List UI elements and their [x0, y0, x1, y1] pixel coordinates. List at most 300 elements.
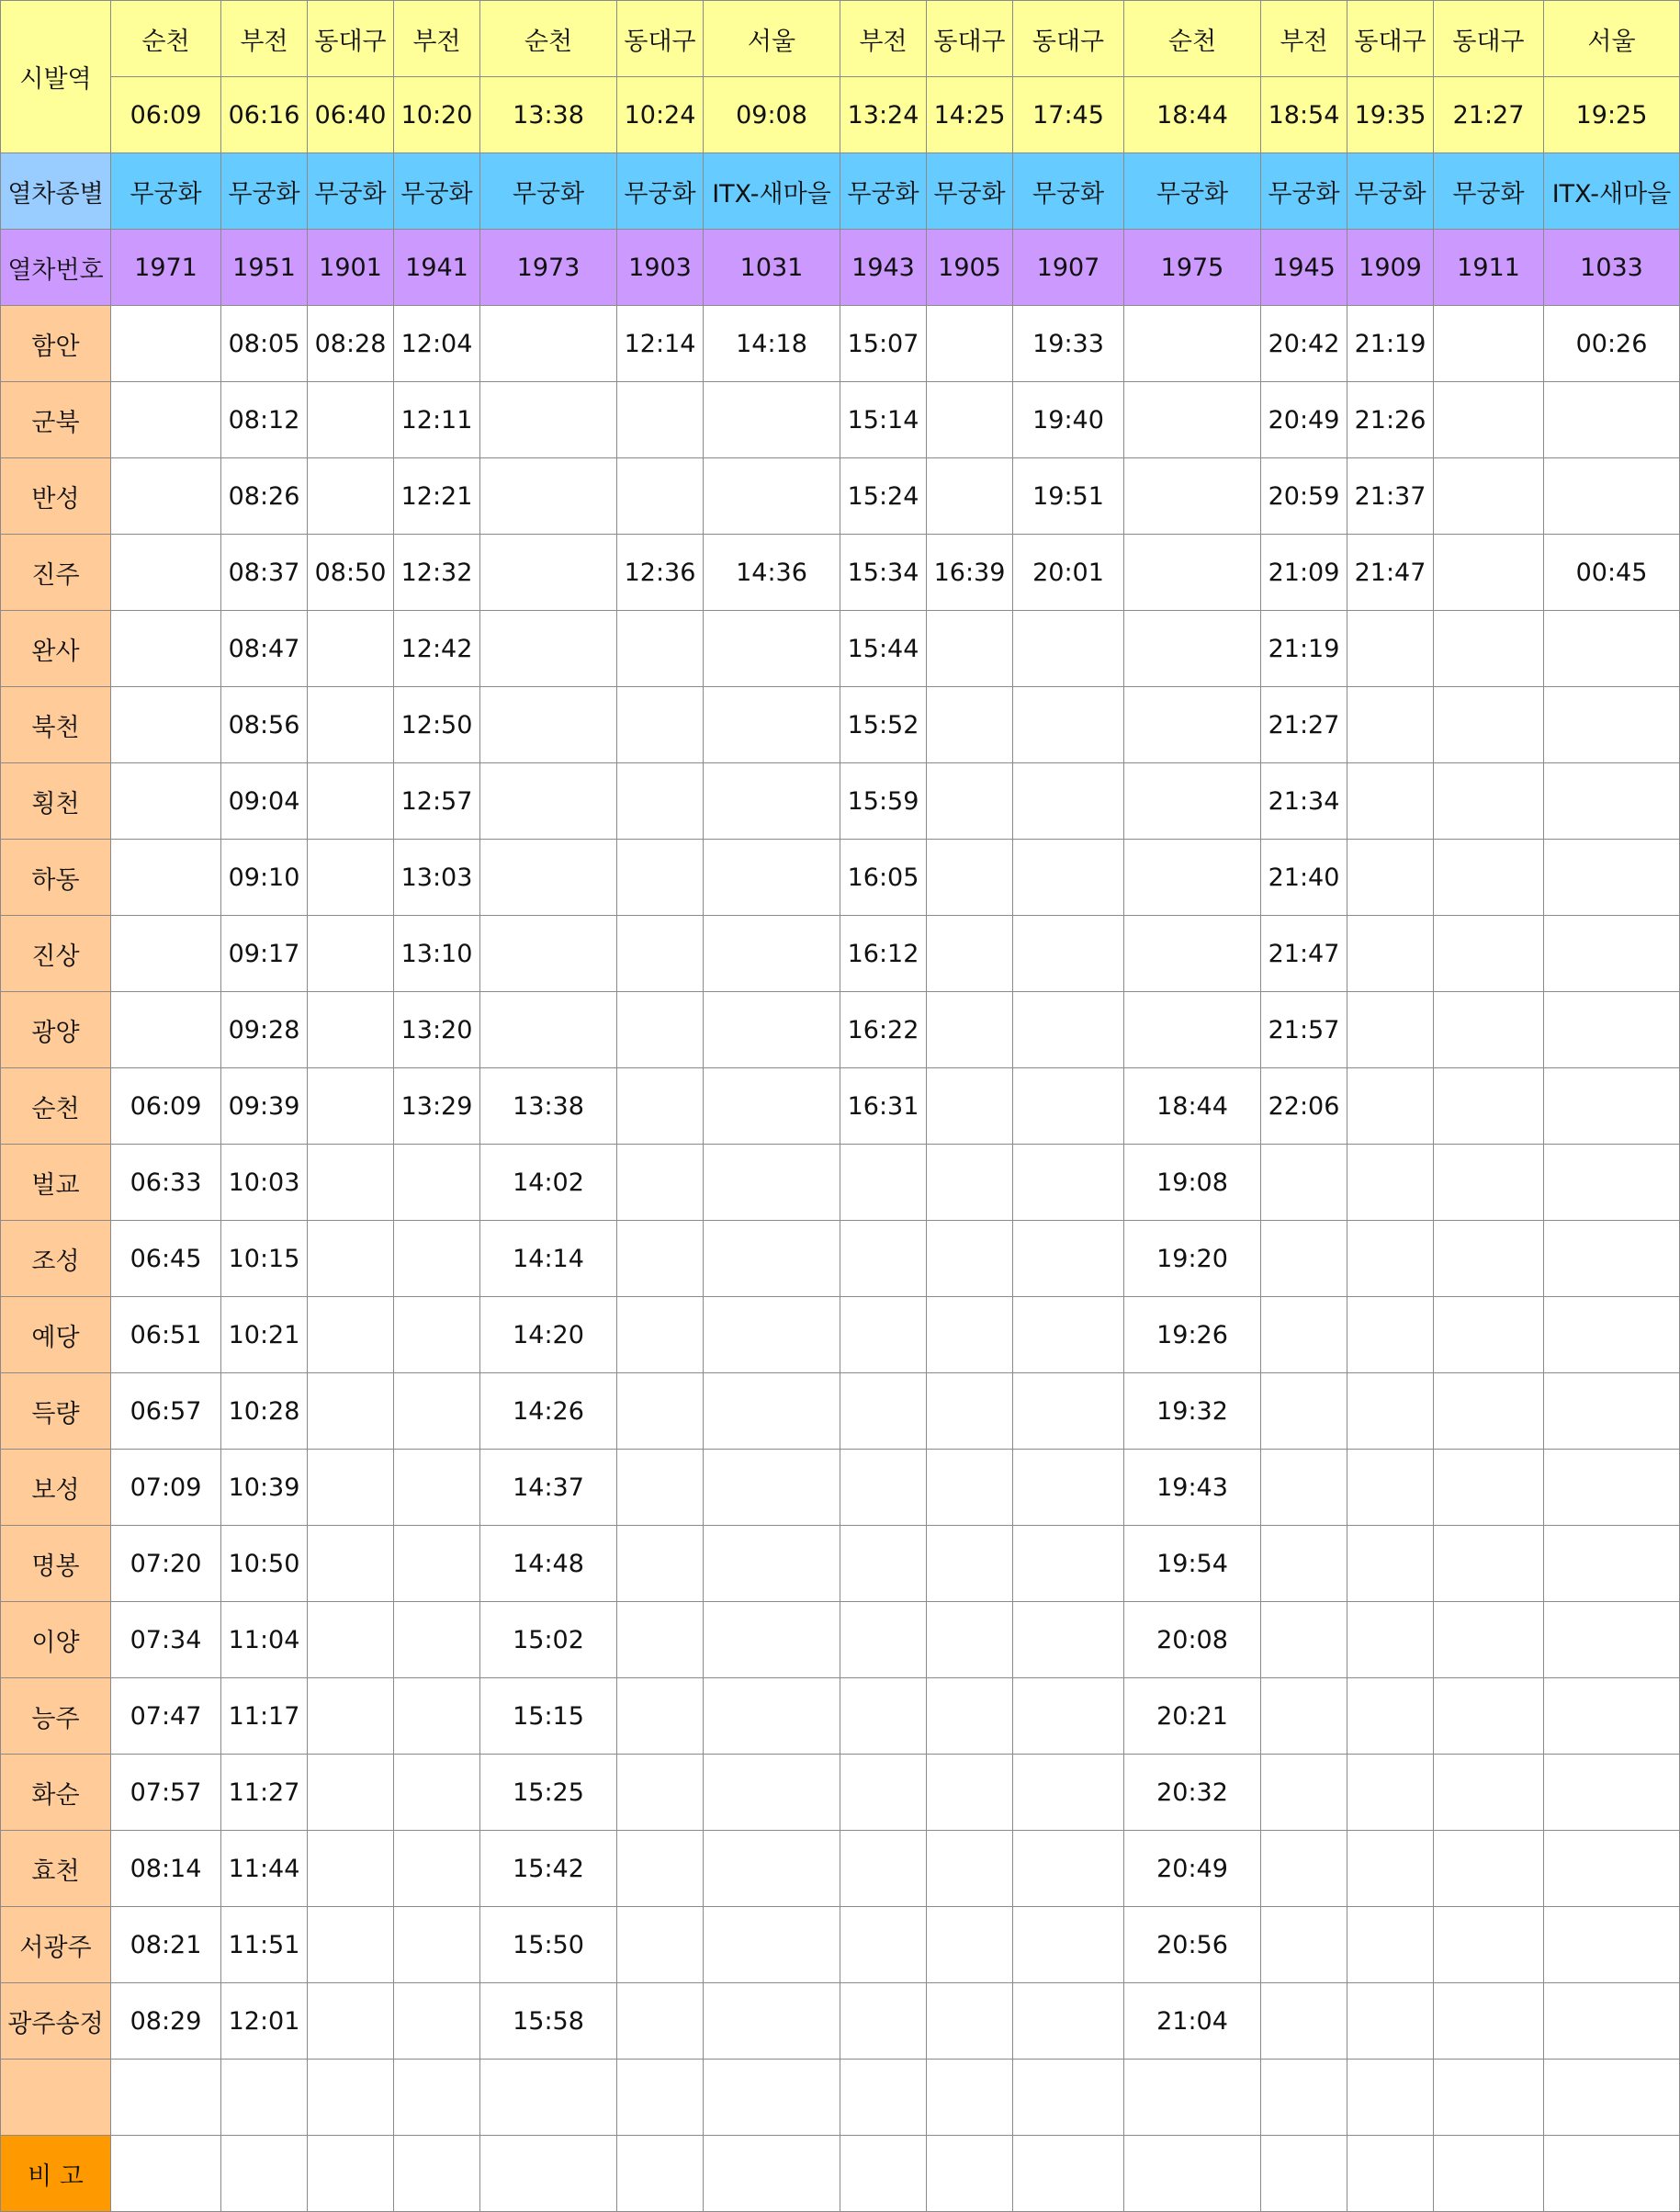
station-row	[1, 1068, 1680, 1145]
station-row	[1, 687, 1680, 763]
time-cell	[394, 1373, 480, 1450]
origin-departure-cell: 06:40	[308, 77, 394, 153]
origin-departure-cell: 13:24	[840, 77, 927, 153]
time-cell	[111, 535, 221, 611]
time-cell	[111, 840, 221, 916]
time-cell: 08:05	[221, 306, 308, 382]
time-cell: 14:36	[704, 535, 840, 611]
time-cell: 12:11	[394, 382, 480, 458]
time-cell	[1434, 1068, 1544, 1145]
time-cell	[704, 687, 840, 763]
station-name-cell: 횡천	[1, 763, 111, 840]
time-cell	[840, 1831, 927, 1907]
station-name-cell: 진상	[1, 916, 111, 992]
time-cell	[1013, 611, 1124, 687]
time-cell	[1544, 1983, 1680, 2060]
time-cell	[1544, 1602, 1680, 1678]
time-cell	[308, 840, 394, 916]
train-number-cell: 1941	[394, 230, 480, 306]
time-cell	[1013, 916, 1124, 992]
time-cell	[1261, 1373, 1347, 1450]
time-cell	[394, 1678, 480, 1755]
time-cell	[840, 1602, 927, 1678]
time-cell	[1013, 1526, 1124, 1602]
time-cell: 09:39	[221, 1068, 308, 1145]
train-number-cell: 1975	[1124, 230, 1261, 306]
time-cell: 12:50	[394, 687, 480, 763]
time-cell	[1347, 1831, 1434, 1907]
time-cell: 14:20	[480, 1297, 617, 1373]
time-cell: 15:07	[840, 306, 927, 382]
time-cell	[1261, 1221, 1347, 1297]
time-cell	[617, 1907, 704, 1983]
time-cell	[1434, 992, 1544, 1068]
time-cell	[840, 1755, 927, 1831]
time-cell: 14:14	[480, 1221, 617, 1297]
time-cell	[1434, 458, 1544, 535]
time-cell	[1124, 458, 1261, 535]
time-cell	[1347, 687, 1434, 763]
time-cell	[111, 2060, 221, 2136]
time-cell: 14:26	[480, 1373, 617, 1450]
time-cell	[1544, 1907, 1680, 1983]
time-cell	[1544, 458, 1680, 535]
time-cell: 14:18	[704, 306, 840, 382]
time-cell: 15:44	[840, 611, 927, 687]
origin-station-cell: 동대구	[927, 1, 1013, 77]
time-cell	[1013, 687, 1124, 763]
remarks-cell	[1261, 2136, 1347, 2212]
time-cell	[840, 1297, 927, 1373]
time-cell: 07:47	[111, 1678, 221, 1755]
time-cell: 21:40	[1261, 840, 1347, 916]
time-cell	[1347, 1297, 1434, 1373]
time-cell	[617, 458, 704, 535]
time-cell: 11:51	[221, 1907, 308, 1983]
time-cell: 19:20	[1124, 1221, 1261, 1297]
time-cell	[704, 1755, 840, 1831]
origin-departure-row	[1, 77, 1680, 153]
time-cell	[111, 306, 221, 382]
time-cell	[308, 916, 394, 992]
origin-departure-cell: 19:35	[1347, 77, 1434, 153]
time-cell: 06:45	[111, 1221, 221, 1297]
time-cell: 08:56	[221, 687, 308, 763]
time-cell: 19:43	[1124, 1450, 1261, 1526]
train-type-cell: ITX-새마을	[1544, 153, 1680, 230]
time-cell	[1013, 2060, 1124, 2136]
train-type-cell: 무궁화	[308, 153, 394, 230]
train-number-cell: 1909	[1347, 230, 1434, 306]
time-cell: 09:04	[221, 763, 308, 840]
time-cell: 07:57	[111, 1755, 221, 1831]
time-cell	[1013, 1831, 1124, 1907]
time-cell: 20:49	[1261, 382, 1347, 458]
time-cell	[1013, 1678, 1124, 1755]
time-cell: 15:25	[480, 1755, 617, 1831]
origin-departure-cell: 13:38	[480, 77, 617, 153]
time-cell	[617, 1373, 704, 1450]
time-cell	[927, 2060, 1013, 2136]
origin-station-cell: 동대구	[617, 1, 704, 77]
time-cell	[1544, 1831, 1680, 1907]
time-cell	[1434, 2060, 1544, 2136]
time-cell: 12:01	[221, 1983, 308, 2060]
time-cell: 08:29	[111, 1983, 221, 2060]
time-cell	[221, 2060, 308, 2136]
time-cell	[1261, 1297, 1347, 1373]
time-cell	[394, 1831, 480, 1907]
time-cell	[927, 1831, 1013, 1907]
time-cell	[927, 1297, 1013, 1373]
time-cell	[480, 763, 617, 840]
time-cell: 16:39	[927, 535, 1013, 611]
time-cell	[617, 611, 704, 687]
station-row	[1, 535, 1680, 611]
time-cell	[1347, 1602, 1434, 1678]
remarks-cell	[840, 2136, 927, 2212]
remarks-cell	[1347, 2136, 1434, 2212]
time-cell	[1347, 1145, 1434, 1221]
time-cell: 09:28	[221, 992, 308, 1068]
time-cell	[111, 458, 221, 535]
time-cell	[111, 382, 221, 458]
time-cell: 09:17	[221, 916, 308, 992]
time-cell	[394, 1907, 480, 1983]
time-cell: 13:03	[394, 840, 480, 916]
time-cell: 21:19	[1261, 611, 1347, 687]
time-cell	[1434, 763, 1544, 840]
time-cell	[1544, 382, 1680, 458]
remarks-cell	[221, 2136, 308, 2212]
time-cell	[1544, 1678, 1680, 1755]
time-cell	[1544, 840, 1680, 916]
time-cell: 11:27	[221, 1755, 308, 1831]
origin-departure-cell: 06:16	[221, 77, 308, 153]
time-cell: 13:10	[394, 916, 480, 992]
remarks-cell	[111, 2136, 221, 2212]
time-cell	[617, 840, 704, 916]
time-cell	[1347, 1373, 1434, 1450]
station-name-cell: 능주	[1, 1678, 111, 1755]
time-cell	[704, 611, 840, 687]
station-name-cell: 조성	[1, 1221, 111, 1297]
time-cell: 10:39	[221, 1450, 308, 1526]
time-cell: 14:48	[480, 1526, 617, 1602]
time-cell: 08:50	[308, 535, 394, 611]
time-cell	[480, 535, 617, 611]
time-cell: 21:04	[1124, 1983, 1261, 2060]
time-cell	[840, 2060, 927, 2136]
station-name-cell: 북천	[1, 687, 111, 763]
time-cell: 19:33	[1013, 306, 1124, 382]
remarks-cell	[1013, 2136, 1124, 2212]
time-cell: 18:44	[1124, 1068, 1261, 1145]
remarks-header-label: 비 고	[1, 2136, 111, 2212]
origin-station-cell: 동대구	[1347, 1, 1434, 77]
time-cell: 20:49	[1124, 1831, 1261, 1907]
time-cell: 12:57	[394, 763, 480, 840]
time-cell	[1261, 1831, 1347, 1907]
time-cell: 15:02	[480, 1602, 617, 1678]
time-cell	[704, 1907, 840, 1983]
time-cell	[480, 382, 617, 458]
time-cell	[480, 458, 617, 535]
origin-station-cell: 동대구	[308, 1, 394, 77]
time-cell	[1261, 1450, 1347, 1526]
time-cell: 07:09	[111, 1450, 221, 1526]
station-name-cell: 효천	[1, 1831, 111, 1907]
time-cell: 15:59	[840, 763, 927, 840]
time-cell	[617, 992, 704, 1068]
origin-station-cell: 부전	[394, 1, 480, 77]
origin-departure-cell: 06:09	[111, 77, 221, 153]
time-cell	[927, 382, 1013, 458]
time-cell	[1261, 1678, 1347, 1755]
time-cell: 07:34	[111, 1602, 221, 1678]
time-cell: 08:28	[308, 306, 394, 382]
time-cell	[480, 992, 617, 1068]
time-cell	[394, 1145, 480, 1221]
station-name-cell: 화순	[1, 1755, 111, 1831]
time-cell: 10:03	[221, 1145, 308, 1221]
time-cell: 08:37	[221, 535, 308, 611]
origin-station-cell: 동대구	[1013, 1, 1124, 77]
remarks-cell	[704, 2136, 840, 2212]
station-row	[1, 1450, 1680, 1526]
time-cell	[617, 1983, 704, 2060]
time-cell	[1013, 1907, 1124, 1983]
station-row	[1, 1221, 1680, 1297]
time-cell	[927, 1602, 1013, 1678]
time-cell: 10:28	[221, 1373, 308, 1450]
time-cell: 21:27	[1261, 687, 1347, 763]
time-cell	[308, 1831, 394, 1907]
origin-departure-cell: 19:25	[1544, 77, 1680, 153]
time-cell	[111, 992, 221, 1068]
station-name-cell: 광주송정	[1, 1983, 111, 2060]
time-cell: 06:57	[111, 1373, 221, 1450]
station-row	[1, 1373, 1680, 1450]
time-cell: 11:04	[221, 1602, 308, 1678]
time-cell: 10:21	[221, 1297, 308, 1373]
train-number-cell: 1903	[617, 230, 704, 306]
time-cell	[1434, 1831, 1544, 1907]
time-cell	[1124, 992, 1261, 1068]
time-cell	[308, 1755, 394, 1831]
origin-station-cell: 부전	[840, 1, 927, 77]
station-row	[1, 1755, 1680, 1831]
time-cell	[1013, 1068, 1124, 1145]
time-cell	[927, 1450, 1013, 1526]
time-cell	[617, 1831, 704, 1907]
time-cell	[1261, 1145, 1347, 1221]
time-cell	[1544, 611, 1680, 687]
time-cell	[308, 1450, 394, 1526]
time-cell	[1013, 1373, 1124, 1450]
time-cell	[1347, 2060, 1434, 2136]
time-cell	[704, 2060, 840, 2136]
origin-departure-cell: 18:54	[1261, 77, 1347, 153]
time-cell	[704, 1450, 840, 1526]
time-cell	[617, 1068, 704, 1145]
time-cell	[1124, 382, 1261, 458]
remarks-cell	[1124, 2136, 1261, 2212]
time-cell	[394, 1450, 480, 1526]
origin-station-cell: 동대구	[1434, 1, 1544, 77]
time-cell	[1261, 1526, 1347, 1602]
origin-departure-cell: 10:24	[617, 77, 704, 153]
time-cell	[1434, 1907, 1544, 1983]
station-name-cell: 순천	[1, 1068, 111, 1145]
time-cell	[1544, 1221, 1680, 1297]
time-cell: 12:14	[617, 306, 704, 382]
time-cell: 15:50	[480, 1907, 617, 1983]
time-cell	[1347, 1526, 1434, 1602]
origin-station-cell: 부전	[1261, 1, 1347, 77]
time-cell	[704, 992, 840, 1068]
time-cell	[1013, 1983, 1124, 2060]
train-number-cell: 1905	[927, 230, 1013, 306]
remarks-cell	[1434, 2136, 1544, 2212]
time-cell: 12:42	[394, 611, 480, 687]
time-cell	[308, 1907, 394, 1983]
station-row	[1, 1526, 1680, 1602]
time-cell	[840, 1983, 927, 2060]
time-cell: 19:26	[1124, 1297, 1261, 1373]
time-cell	[927, 687, 1013, 763]
time-cell: 12:36	[617, 535, 704, 611]
time-cell: 06:51	[111, 1297, 221, 1373]
train-type-cell: 무궁화	[1261, 153, 1347, 230]
time-cell	[1261, 2060, 1347, 2136]
time-cell	[1544, 1145, 1680, 1221]
origin-departure-cell: 10:20	[394, 77, 480, 153]
station-name-cell: 보성	[1, 1450, 111, 1526]
time-cell	[840, 1678, 927, 1755]
time-cell	[840, 1373, 927, 1450]
time-cell: 19:32	[1124, 1373, 1261, 1450]
origin-departure-cell: 14:25	[927, 77, 1013, 153]
station-name-cell: 하동	[1, 840, 111, 916]
time-cell: 21:57	[1261, 992, 1347, 1068]
time-cell: 10:15	[221, 1221, 308, 1297]
station-name-cell: 예당	[1, 1297, 111, 1373]
origin-station-cell: 순천	[1124, 1, 1261, 77]
station-row	[1, 306, 1680, 382]
time-cell	[927, 1068, 1013, 1145]
time-cell	[1013, 1145, 1124, 1221]
time-cell	[1434, 1221, 1544, 1297]
time-cell	[1347, 1678, 1434, 1755]
time-cell: 21:37	[1347, 458, 1434, 535]
time-cell	[480, 687, 617, 763]
time-cell	[927, 840, 1013, 916]
time-cell	[617, 1221, 704, 1297]
time-cell	[617, 382, 704, 458]
station-name-cell: 이양	[1, 1602, 111, 1678]
origin-departure-cell: 17:45	[1013, 77, 1124, 153]
time-cell	[308, 687, 394, 763]
time-cell: 09:10	[221, 840, 308, 916]
time-cell	[308, 1297, 394, 1373]
station-name-cell: 군북	[1, 382, 111, 458]
time-cell	[927, 306, 1013, 382]
time-cell: 21:34	[1261, 763, 1347, 840]
time-cell: 21:47	[1261, 916, 1347, 992]
time-cell: 06:33	[111, 1145, 221, 1221]
time-cell: 08:26	[221, 458, 308, 535]
time-cell	[1544, 1373, 1680, 1450]
time-cell	[927, 1373, 1013, 1450]
time-cell: 06:09	[111, 1068, 221, 1145]
time-cell	[1261, 1755, 1347, 1831]
time-cell: 15:14	[840, 382, 927, 458]
time-cell: 08:21	[111, 1907, 221, 1983]
time-cell	[927, 763, 1013, 840]
time-cell	[1013, 763, 1124, 840]
time-cell	[927, 1983, 1013, 2060]
time-cell	[1434, 1602, 1544, 1678]
time-cell	[1434, 611, 1544, 687]
time-cell	[704, 1526, 840, 1602]
time-cell: 13:29	[394, 1068, 480, 1145]
origin-station-row	[1, 1, 1680, 77]
time-cell	[308, 2060, 394, 2136]
station-row	[1, 2060, 1680, 2136]
time-cell	[1434, 687, 1544, 763]
time-cell	[704, 1068, 840, 1145]
time-cell	[927, 1526, 1013, 1602]
time-cell	[1013, 840, 1124, 916]
time-cell	[617, 1450, 704, 1526]
time-cell	[1434, 535, 1544, 611]
time-cell: 20:59	[1261, 458, 1347, 535]
time-cell	[1434, 1678, 1544, 1755]
time-cell	[1124, 840, 1261, 916]
time-cell	[1434, 840, 1544, 916]
train-number-cell: 1945	[1261, 230, 1347, 306]
time-cell	[617, 1297, 704, 1373]
time-cell: 15:42	[480, 1831, 617, 1907]
time-cell	[617, 1602, 704, 1678]
time-cell: 20:42	[1261, 306, 1347, 382]
time-cell: 20:08	[1124, 1602, 1261, 1678]
origin-departure-cell: 21:27	[1434, 77, 1544, 153]
time-cell	[1347, 1221, 1434, 1297]
station-name-cell: 서광주	[1, 1907, 111, 1983]
time-cell	[704, 1297, 840, 1373]
time-cell	[480, 916, 617, 992]
origin-station-cell: 부전	[221, 1, 308, 77]
time-cell: 15:15	[480, 1678, 617, 1755]
time-cell	[308, 1983, 394, 2060]
time-cell	[1124, 2060, 1261, 2136]
time-cell: 15:58	[480, 1983, 617, 2060]
time-cell	[308, 611, 394, 687]
station-name-cell: 명봉	[1, 1526, 111, 1602]
time-cell	[840, 1526, 927, 1602]
time-cell	[1013, 1297, 1124, 1373]
time-cell	[1434, 1450, 1544, 1526]
time-cell	[1347, 1907, 1434, 1983]
station-row	[1, 1831, 1680, 1907]
time-cell	[840, 1221, 927, 1297]
time-cell	[394, 1526, 480, 1602]
time-cell	[1434, 1526, 1544, 1602]
origin-station-cell: 순천	[111, 1, 221, 77]
time-cell	[1347, 763, 1434, 840]
